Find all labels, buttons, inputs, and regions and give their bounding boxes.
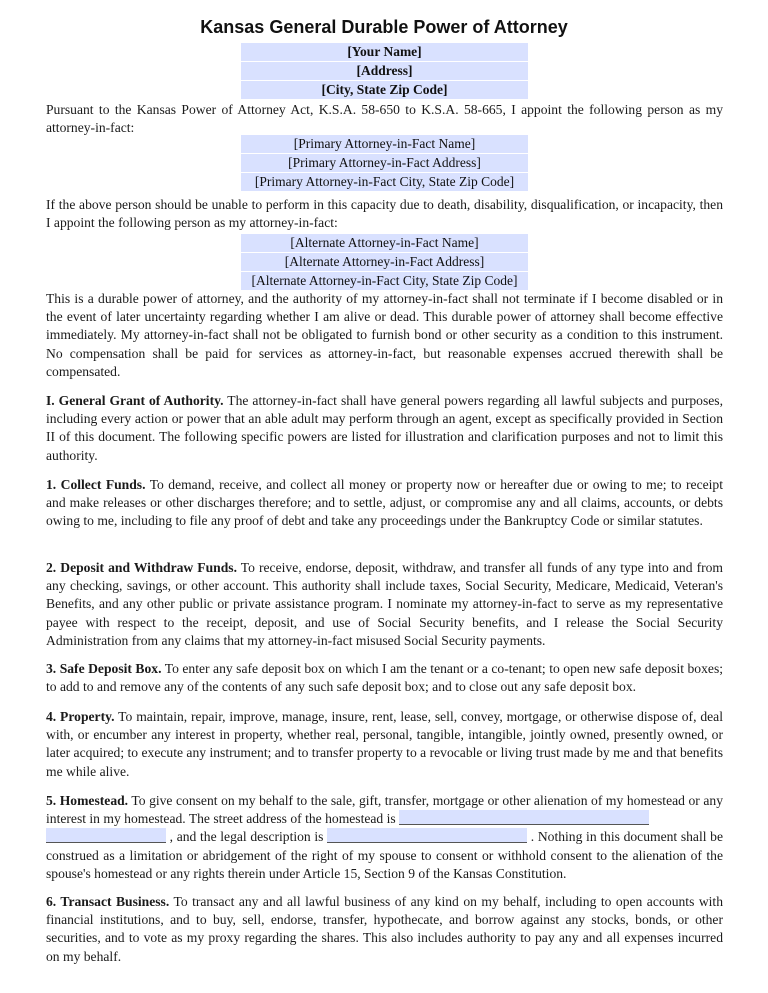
durable-paragraph: This is a durable power of attorney, and the authority of my attorney-in-fact shall not terminate if I become disabled or in the event of later uncertainty regarding whether I am alive or dead. This durable power of attorney shall become effective immediately. My attorney-in-fact shall not be obligated to furnish bond or other security as a condition to this instrument. No compensation shall be paid for services as attorney-in-fact, but reasonable expenses accrued therewith shall be compensated. xyxy=(46,291,723,379)
document-title: Kansas General Durable Power of Attorney xyxy=(200,17,568,37)
section-property xyxy=(46,708,723,781)
alternate-address-field[interactable]: [Alternate Attorney-in-Fact Address] xyxy=(241,253,528,271)
section-heading: 3. Safe Deposit Box. xyxy=(46,661,162,676)
section-heading: 6. Transact Business. xyxy=(46,894,170,909)
section-safe-deposit-box xyxy=(46,660,723,696)
city-state-zip-field[interactable]: [City, State Zip Code] xyxy=(241,81,528,99)
section-general-grant xyxy=(46,392,723,465)
alternate-name-field[interactable]: [Alternate Attorney-in-Fact Name] xyxy=(241,234,528,252)
section-text: . Nothing in this document shall be construed as a limitation or abridgement of the right of my spouse to consent or withhold consent to the alienation of the spouse's homestead or any rights therein under Article 15, Section 9 of the Kansas Constitution. xyxy=(46,829,723,881)
section-text: To transact any and all lawful business of any kind on my behalf, including to open accounts with financial institutions, and to buy, sell, endorse, transfer, hypothecate, and borrow against any stocks, bonds, or other securities, and to vote as my proxy regarding the shares. This also includes authority to pay any and all expenses incurred on my behalf. xyxy=(46,894,723,964)
section-homestead xyxy=(46,792,723,883)
alternate-intro-paragraph: If the above person should be unable to perform in this capacity due to death, disability, disqualification, or incapacity, then I appoint the following person as my attorney-in-fact: xyxy=(46,197,723,231)
section-heading: 4. Property. xyxy=(46,709,115,724)
section-transact-business xyxy=(46,893,723,966)
section-heading: I. General Grant of Authority. xyxy=(46,393,224,408)
section-collect-funds xyxy=(46,476,723,531)
homestead-street-address-field-continued[interactable] xyxy=(46,828,166,843)
section-heading: 5. Homestead. xyxy=(46,793,129,808)
section-heading: 2. Deposit and Withdraw Funds. xyxy=(46,560,237,575)
address-field[interactable]: [Address] xyxy=(241,62,528,80)
section-text: To give consent on my behalf to the sale, gift, transfer, mortgage or other alienation of my homestead or any interest in my homestead. The street address of the homestead is xyxy=(46,793,723,827)
intro-paragraph: Pursuant to the Kansas Power of Attorney Act, K.S.A. 58-650 to K.S.A. 58-665, I appoint the following person as my attorney-in-fact: xyxy=(46,102,723,136)
section-text: The attorney-in-fact shall have general powers regarding all lawful subjects and purposes, including every action or power that an able adult may perform through an agent, except as specifically provided in Section II of this document. The following specific powers are listed for illustration and clarification purposes and not to limit this authority. xyxy=(46,393,723,463)
alternate-city-state-zip-field[interactable]: [Alternate Attorney-in-Fact City, State Zip Code] xyxy=(241,272,528,290)
section-text: To enter any safe deposit box on which I am the tenant or a co-tenant; to open new safe deposit boxes; to add to and remove any of the contents of any such safe deposit box; and to close out any safe deposit box. xyxy=(46,661,724,695)
section-text: To maintain, repair, improve, manage, insure, rent, lease, sell, convey, mortgage, or otherwise dispose of, deal with, or encumber any interest in property, whether real, personal, tangible, intangible, jointly owned, presently owned, or later acquired; to execute any instrument; and to transfer property to a revocable or living trust made by me and that benefits me while alive. xyxy=(46,709,723,779)
section-heading: 1. Collect Funds. xyxy=(46,477,146,492)
your-name-field[interactable]: [Your Name] xyxy=(241,43,528,61)
primary-city-state-zip-field[interactable]: [Primary Attorney-in-Fact City, State Zip Code] xyxy=(241,173,528,191)
section-text: To demand, receive, and collect all money or property now or hereafter due or owing to me; to receipt and make releases or other discharges therefore; and to settle, adjust, or compromise any and all claims, accounts, or debts owing to me, including to file any proof of debt and take any proceedings under the Bankruptcy Code or similar statutes. xyxy=(46,477,723,529)
section-text: To receive, endorse, deposit, withdraw, and transfer all funds of any type into and from any checking, savings, or other account. This authority shall include taxes, Social Security, Medicare, Medicaid, Veteran's Benefits, and any other public or private assistance program. I nominate my attorney-in-fact to serve as my representative payee with respect to the receipt, deposit, and use of Social Security benefits, and I release the Social Security Administration from any claims that my attorney-in-fact misused Social Security payments. xyxy=(46,560,724,648)
section-deposit-withdraw xyxy=(46,559,723,650)
homestead-street-address-field[interactable] xyxy=(399,810,649,825)
homestead-legal-description-field[interactable] xyxy=(327,828,527,843)
section-text: , and the legal description is xyxy=(166,829,328,845)
primary-name-field[interactable]: [Primary Attorney-in-Fact Name] xyxy=(241,135,528,153)
primary-address-field[interactable]: [Primary Attorney-in-Fact Address] xyxy=(241,154,528,172)
